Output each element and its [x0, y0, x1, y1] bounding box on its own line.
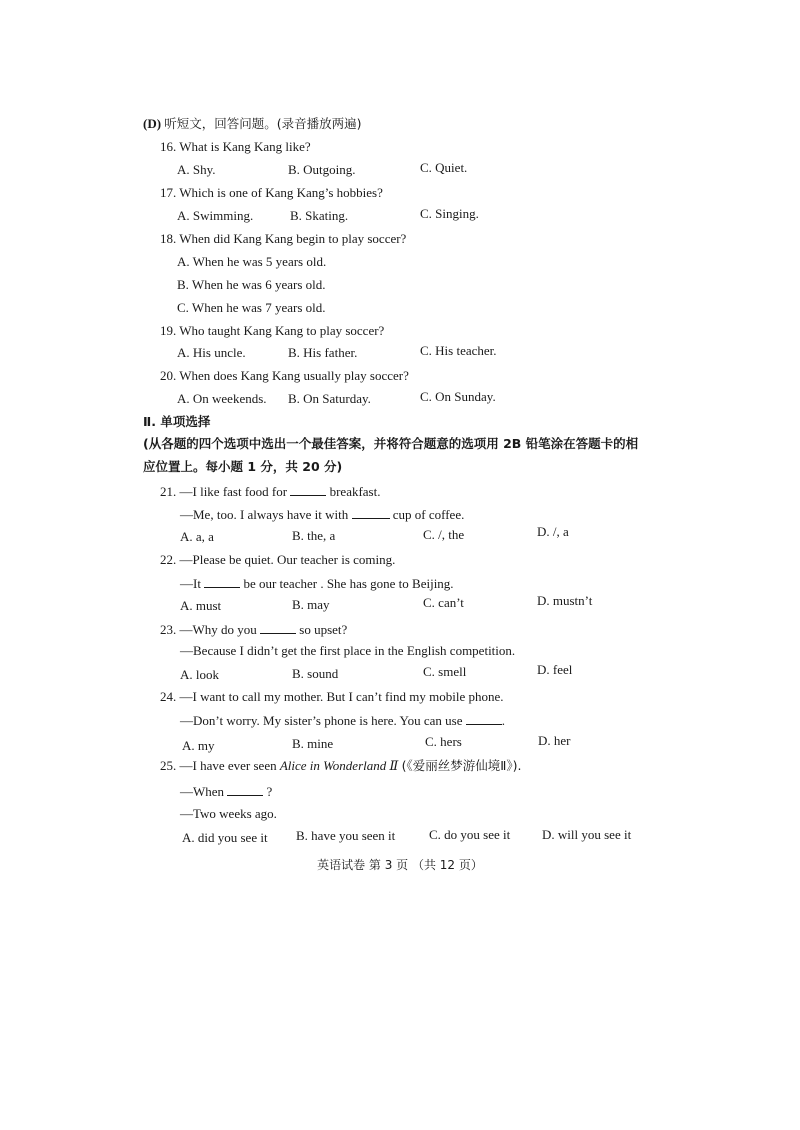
option-22a: A. must: [180, 598, 222, 613]
book-title-chinese: (《爱丽丝梦游仙境Ⅱ》).: [401, 758, 522, 773]
question-text: —Please be quiet. Our teacher is coming.: [179, 552, 396, 567]
option-21b: B. the, a: [292, 528, 336, 543]
section-2-instructions-1: (从各题的四个选项中选出一个最佳答案，并将符合题意的选项用 2B 铅笔涂在答题卡的相: [143, 436, 639, 451]
answer-blank: [290, 483, 326, 496]
section-2-title: Ⅱ. 单项选择: [143, 414, 211, 429]
question-16: [160, 139, 311, 155]
question-22-line-2: [180, 575, 454, 592]
question-20: [160, 368, 409, 384]
question-text: ?: [266, 784, 273, 799]
question-25-line-2: [180, 783, 272, 800]
question-text: .: [501, 713, 505, 728]
question-number: 21.: [160, 484, 177, 499]
section-d-header: [143, 116, 362, 132]
option-25c: C. do you see it: [429, 827, 511, 842]
answer-blank: [352, 506, 390, 519]
option-16b: B. Outgoing.: [288, 162, 356, 177]
option-25a: A. did you see it: [182, 830, 268, 845]
question-number: 17.: [160, 185, 177, 200]
option-20c: C. On Sunday.: [420, 389, 496, 404]
option-22c: C. can’t: [423, 595, 464, 610]
question-text: so upset?: [299, 622, 348, 637]
question-number: 23.: [160, 622, 177, 637]
question-stem: Which is one of Kang Kang’s hobbies?: [179, 185, 383, 200]
option-19b: B. His father.: [288, 345, 358, 360]
option-20b: B. On Saturday.: [288, 391, 371, 406]
option-18b: B. When he was 6 years old.: [177, 277, 326, 292]
question-24-line-2: [180, 712, 505, 729]
question-stem: When does Kang Kang usually play soccer?: [179, 368, 409, 383]
option-19c: C. His teacher.: [420, 343, 497, 358]
option-25b: B. have you seen it: [296, 828, 396, 843]
option-21a: A. a, a: [180, 529, 214, 544]
question-number: 24.: [160, 689, 177, 704]
question-23-line-1: [160, 621, 347, 638]
option-19a: A. His uncle.: [177, 345, 246, 360]
question-25-line-1: [160, 758, 521, 774]
option-20a: A. On weekends.: [177, 391, 267, 406]
section-d-title: 听短文，回答问题。(录音播放两遍): [164, 116, 362, 131]
option-18a: A. When he was 5 years old.: [177, 254, 327, 269]
question-stem: When did Kang Kang begin to play soccer?: [179, 231, 407, 246]
question-number: 22.: [160, 552, 177, 567]
option-24c: C. hers: [425, 734, 462, 749]
option-17b: B. Skating.: [290, 208, 349, 223]
question-23-line-2: —Because I didn’t get the first place in the English competition.: [180, 643, 516, 658]
option-24d: D. her: [538, 733, 571, 748]
question-number: 16.: [160, 139, 177, 154]
answer-blank: [204, 575, 240, 588]
question-text: —Why do you: [179, 622, 257, 637]
answer-blank: [466, 712, 502, 725]
option-23a: A. look: [180, 667, 219, 682]
option-21c: C. /, the: [423, 527, 465, 542]
question-text: —I have ever seen: [179, 758, 277, 773]
option-18c: C. When he was 7 years old.: [177, 300, 326, 315]
option-16c: C. Quiet.: [420, 160, 468, 175]
option-25d: D. will you see it: [542, 827, 632, 842]
question-text: be our teacher . She has gone to Beijing.: [243, 576, 454, 591]
option-22b: B. may: [292, 597, 330, 612]
question-text: —Don’t worry. My sister’s phone is here. You can use: [180, 713, 463, 728]
page-footer: 英语试卷 第 3 页 （共 12 页）: [317, 858, 483, 872]
option-16a: A. Shy.: [177, 162, 216, 177]
question-number: 19.: [160, 323, 177, 338]
question-17: [160, 185, 383, 201]
question-22-line-1: [160, 552, 395, 568]
option-24b: B. mine: [292, 736, 334, 751]
option-23c: C. smell: [423, 664, 467, 679]
question-text: —Me, too. I always have it with: [180, 507, 349, 522]
option-23d: D. feel: [537, 662, 573, 677]
question-text: —When: [180, 784, 225, 799]
option-21d: D. /, a: [537, 524, 569, 539]
section-2-instructions-2: 应位置上。每小题 1 分，共 20 分): [143, 459, 343, 474]
option-23b: B. sound: [292, 666, 339, 681]
answer-blank: [260, 621, 296, 634]
question-text: cup of coffee.: [392, 507, 465, 522]
answer-blank: [227, 783, 263, 796]
question-text: —I like fast food for: [179, 484, 288, 499]
question-24-line-1: [160, 689, 503, 705]
book-title: Alice in Wonderland Ⅱ: [279, 758, 399, 773]
question-text: breakfast.: [329, 484, 381, 499]
option-17a: A. Swimming.: [177, 208, 254, 223]
question-19: [160, 323, 384, 339]
option-24a: A. my: [182, 738, 215, 753]
section-d-label: (D): [143, 116, 162, 131]
question-text: —It: [180, 576, 201, 591]
option-22d: D. mustn’t: [537, 593, 593, 608]
question-text: —I want to call my mother. But I can’t find my mobile phone.: [179, 689, 504, 704]
option-17c: C. Singing.: [420, 206, 479, 221]
question-stem: What is Kang Kang like?: [179, 139, 311, 154]
question-25-line-3: —Two weeks ago.: [180, 806, 277, 821]
question-21-line-2: [180, 506, 464, 523]
question-stem: Who taught Kang Kang to play soccer?: [179, 323, 385, 338]
question-number: 20.: [160, 368, 177, 383]
question-18: [160, 231, 406, 247]
question-21-line-1: [160, 483, 380, 500]
question-number: 25.: [160, 758, 177, 773]
question-number: 18.: [160, 231, 177, 246]
